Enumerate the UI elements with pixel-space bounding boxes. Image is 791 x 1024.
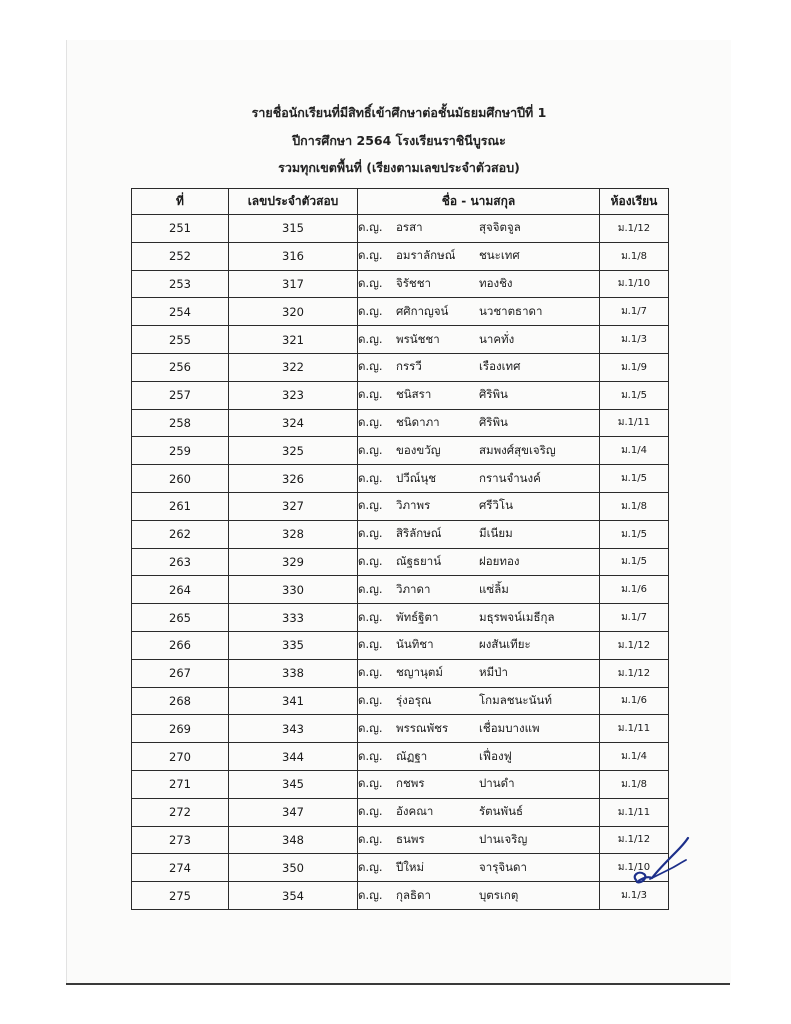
- first-name: อมราลักษณ์: [396, 248, 456, 263]
- first-name: วิภาพร: [396, 498, 431, 513]
- page-bottom-edge: [66, 983, 730, 985]
- table-row: [132, 659, 669, 687]
- name-prefix: ด.ญ.: [358, 470, 383, 485]
- row-full-name: [358, 326, 600, 354]
- row-number: 263: [132, 548, 229, 576]
- row-full-name: [358, 687, 600, 715]
- table-row: [132, 798, 669, 826]
- row-classroom: ม.1/7: [600, 604, 669, 632]
- document-subtitle-scope: รวมทุกเขตพื้นที่ (เรียงตามเลขประจำตัวสอบ): [278, 160, 520, 175]
- row-number: 261: [132, 492, 229, 520]
- first-name: ณัฏฐา: [396, 748, 428, 763]
- row-number: 269: [132, 715, 229, 743]
- table-row: [132, 270, 669, 298]
- row-full-name: [358, 242, 600, 270]
- row-classroom: ม.1/12: [600, 631, 669, 659]
- row-exam-id: 330: [229, 576, 358, 604]
- name-prefix: ด.ญ.: [358, 248, 383, 263]
- row-exam-id: 324: [229, 409, 358, 437]
- row-full-name: [358, 715, 600, 743]
- last-name: บุตรเกตุ: [479, 887, 519, 902]
- row-number: 252: [132, 242, 229, 270]
- row-number: 255: [132, 326, 229, 354]
- first-name: พัทธ์ฐิตา: [396, 609, 439, 624]
- row-exam-id: 317: [229, 270, 358, 298]
- last-name: มีเนียม: [479, 526, 513, 541]
- row-classroom: ม.1/12: [600, 826, 669, 854]
- row-full-name: [358, 770, 600, 798]
- last-name: สุจจิตจูล: [479, 220, 521, 235]
- first-name: ชนิดาภา: [396, 414, 440, 429]
- last-name: ผงสันเทียะ: [479, 637, 531, 652]
- row-classroom: ม.1/3: [600, 882, 669, 910]
- first-name: ณัฐธยาน์: [396, 553, 442, 568]
- first-name: รุ่งอรุณ: [396, 692, 432, 707]
- name-prefix: ด.ญ.: [358, 692, 383, 707]
- last-name: แซ่ลิ้ม: [479, 581, 509, 596]
- name-prefix: ด.ญ.: [358, 387, 383, 402]
- header-classroom: ห้องเรียน: [600, 189, 669, 215]
- name-prefix: ด.ญ.: [358, 804, 383, 819]
- row-full-name: [358, 215, 600, 243]
- name-prefix: ด.ญ.: [358, 414, 383, 429]
- name-prefix: ด.ญ.: [358, 776, 383, 791]
- last-name: ศรีวิโน: [479, 498, 513, 513]
- name-prefix: ด.ญ.: [358, 859, 383, 874]
- row-classroom: ม.1/10: [600, 854, 669, 882]
- table-row: [132, 409, 669, 437]
- row-full-name: [358, 548, 600, 576]
- last-name: โกมลชนะนันท์: [479, 692, 552, 707]
- first-name: ของขวัญ: [396, 442, 441, 457]
- row-exam-id: 347: [229, 798, 358, 826]
- table-row: [132, 715, 669, 743]
- name-prefix: ด.ญ.: [358, 720, 383, 735]
- row-exam-id: 341: [229, 687, 358, 715]
- row-full-name: [358, 798, 600, 826]
- table-row: [132, 576, 669, 604]
- name-prefix: ด.ญ.: [358, 442, 383, 457]
- name-prefix: ด.ญ.: [358, 609, 383, 624]
- name-prefix: ด.ญ.: [358, 359, 383, 374]
- last-name: ศิริพิน: [479, 414, 508, 429]
- row-classroom: ม.1/11: [600, 715, 669, 743]
- first-name: อังคณา: [396, 804, 434, 819]
- row-exam-id: 327: [229, 492, 358, 520]
- table-row: [132, 520, 669, 548]
- student-roster-table: [131, 188, 669, 910]
- name-prefix: ด.ญ.: [358, 220, 383, 235]
- row-number: 260: [132, 465, 229, 493]
- table-row: [132, 215, 669, 243]
- row-full-name: [358, 465, 600, 493]
- row-full-name: [358, 298, 600, 326]
- last-name: ปานดำ: [479, 776, 515, 791]
- row-full-name: [358, 437, 600, 465]
- row-exam-id: 333: [229, 604, 358, 632]
- name-prefix: ด.ญ.: [358, 331, 383, 346]
- first-name: พรนัชชา: [396, 331, 440, 346]
- row-number: 267: [132, 659, 229, 687]
- row-classroom: ม.1/4: [600, 743, 669, 771]
- header-exam-id: เลขประจำตัวสอบ: [229, 189, 358, 215]
- row-number: 258: [132, 409, 229, 437]
- row-number: 266: [132, 631, 229, 659]
- last-name: นาคทั่ง: [479, 331, 515, 346]
- first-name: ปีใหม่: [396, 859, 425, 874]
- table-row: [132, 826, 669, 854]
- first-name: สิริลักษณ์: [396, 526, 442, 541]
- name-prefix: ด.ญ.: [358, 526, 383, 541]
- first-name: กรรวี: [396, 359, 422, 374]
- row-number: 259: [132, 437, 229, 465]
- row-full-name: [358, 381, 600, 409]
- first-name: กุลธิดา: [396, 887, 431, 902]
- table-row: [132, 631, 669, 659]
- row-number: 257: [132, 381, 229, 409]
- row-number: 256: [132, 353, 229, 381]
- row-full-name: [358, 409, 600, 437]
- header-full-name: ชื่อ - นามสกุล: [358, 189, 600, 215]
- row-number: 274: [132, 854, 229, 882]
- row-full-name: [358, 270, 600, 298]
- name-prefix: ด.ญ.: [358, 581, 383, 596]
- row-exam-id: 338: [229, 659, 358, 687]
- name-prefix: ด.ญ.: [358, 637, 383, 652]
- first-name: กชพร: [396, 776, 425, 791]
- name-prefix: ด.ญ.: [358, 275, 383, 290]
- row-classroom: ม.1/8: [600, 492, 669, 520]
- row-number: 275: [132, 882, 229, 910]
- last-name: เรืองเทศ: [479, 359, 521, 374]
- last-name: ชนะเทศ: [479, 248, 520, 263]
- row-number: 253: [132, 270, 229, 298]
- document-subtitle-year-school: ปีการศึกษา 2564 โรงเรียนราชินีบูรณะ: [292, 133, 506, 148]
- first-name: พรรณพัชร: [396, 720, 449, 735]
- last-name: สมพงศ์สุขเจริญ: [479, 442, 556, 457]
- row-classroom: ม.1/8: [600, 242, 669, 270]
- row-exam-id: 323: [229, 381, 358, 409]
- first-name: นันทิชา: [396, 637, 434, 652]
- table-row: [132, 353, 669, 381]
- row-classroom: ม.1/5: [600, 548, 669, 576]
- first-name: ชนิสรา: [396, 387, 432, 402]
- row-number: 254: [132, 298, 229, 326]
- row-exam-id: 345: [229, 770, 358, 798]
- row-classroom: ม.1/11: [600, 409, 669, 437]
- table-row: [132, 604, 669, 632]
- row-exam-id: 344: [229, 743, 358, 771]
- row-number: 272: [132, 798, 229, 826]
- row-classroom: ม.1/6: [600, 576, 669, 604]
- row-exam-id: 350: [229, 854, 358, 882]
- row-exam-id: 328: [229, 520, 358, 548]
- row-exam-id: 315: [229, 215, 358, 243]
- last-name: นวชาตธาดา: [479, 303, 543, 318]
- row-full-name: [358, 826, 600, 854]
- document-title: รายชื่อนักเรียนที่มีสิทธิ์เข้าศึกษาต่อชั้นมัธยมศึกษาปีที่ 1: [251, 105, 547, 120]
- first-name: ปวีณ์นุช: [396, 470, 437, 485]
- row-full-name: [358, 576, 600, 604]
- table-row: [132, 770, 669, 798]
- row-classroom: ม.1/6: [600, 687, 669, 715]
- table-body: [132, 215, 669, 910]
- row-classroom: ม.1/3: [600, 326, 669, 354]
- table-row: [132, 882, 669, 910]
- table-row: [132, 492, 669, 520]
- row-number: 264: [132, 576, 229, 604]
- row-full-name: [358, 854, 600, 882]
- row-classroom: ม.1/9: [600, 353, 669, 381]
- row-exam-id: 326: [229, 465, 358, 493]
- table-row: [132, 381, 669, 409]
- first-name: ธนพร: [396, 831, 425, 846]
- row-classroom: ม.1/8: [600, 770, 669, 798]
- first-name: ศศิกาญจน์: [396, 303, 449, 318]
- row-full-name: [358, 631, 600, 659]
- row-full-name: [358, 659, 600, 687]
- row-exam-id: 322: [229, 353, 358, 381]
- name-prefix: ด.ญ.: [358, 887, 383, 902]
- row-number: 268: [132, 687, 229, 715]
- row-classroom: ม.1/5: [600, 520, 669, 548]
- last-name: เชื่อมบางแพ: [479, 720, 540, 735]
- row-full-name: [358, 353, 600, 381]
- table-row: [132, 242, 669, 270]
- row-exam-id: 325: [229, 437, 358, 465]
- last-name: มธุรพจน์เมธีกุล: [479, 609, 555, 624]
- last-name: ฝอยทอง: [479, 553, 520, 568]
- table-row: [132, 743, 669, 771]
- row-number: 262: [132, 520, 229, 548]
- table-row: [132, 854, 669, 882]
- table-row: [132, 326, 669, 354]
- name-prefix: ด.ญ.: [358, 553, 383, 568]
- row-number: 271: [132, 770, 229, 798]
- table-row: [132, 465, 669, 493]
- row-full-name: [358, 743, 600, 771]
- row-exam-id: 320: [229, 298, 358, 326]
- row-full-name: [358, 520, 600, 548]
- row-classroom: ม.1/12: [600, 215, 669, 243]
- last-name: เฟื่องฟู: [479, 748, 512, 763]
- row-exam-id: 335: [229, 631, 358, 659]
- last-name: กรานจำนงค์: [479, 470, 541, 485]
- table-header-row: [132, 189, 669, 215]
- row-number: 273: [132, 826, 229, 854]
- row-number: 270: [132, 743, 229, 771]
- row-exam-id: 343: [229, 715, 358, 743]
- row-number: 265: [132, 604, 229, 632]
- handwritten-signature: [628, 832, 698, 892]
- table-row: [132, 687, 669, 715]
- name-prefix: ด.ญ.: [358, 748, 383, 763]
- row-exam-id: 321: [229, 326, 358, 354]
- table-row: [132, 298, 669, 326]
- row-exam-id: 348: [229, 826, 358, 854]
- last-name: ศิริพิน: [479, 387, 508, 402]
- header-number: ที่: [132, 189, 229, 215]
- first-name: ชญานุตม์: [396, 665, 443, 680]
- last-name: ทองชิง: [479, 275, 513, 290]
- last-name: จารุจินดา: [479, 859, 527, 874]
- name-prefix: ด.ญ.: [358, 303, 383, 318]
- first-name: อรสา: [396, 220, 423, 235]
- name-prefix: ด.ญ.: [358, 831, 383, 846]
- row-classroom: ม.1/5: [600, 381, 669, 409]
- first-name: วิภาดา: [396, 581, 431, 596]
- row-classroom: ม.1/5: [600, 465, 669, 493]
- first-name: จิรัชชา: [396, 275, 431, 290]
- last-name: รัตนพันธ์: [479, 804, 523, 819]
- last-name: ปานเจริญ: [479, 831, 528, 846]
- row-exam-id: 316: [229, 242, 358, 270]
- row-classroom: ม.1/10: [600, 270, 669, 298]
- name-prefix: ด.ญ.: [358, 665, 383, 680]
- row-classroom: ม.1/12: [600, 659, 669, 687]
- row-full-name: [358, 492, 600, 520]
- row-full-name: [358, 604, 600, 632]
- name-prefix: ด.ญ.: [358, 498, 383, 513]
- row-classroom: ม.1/4: [600, 437, 669, 465]
- row-number: 251: [132, 215, 229, 243]
- table-row: [132, 548, 669, 576]
- row-classroom: ม.1/11: [600, 798, 669, 826]
- row-classroom: ม.1/7: [600, 298, 669, 326]
- table-row: [132, 437, 669, 465]
- last-name: หมีป่า: [479, 665, 508, 680]
- row-exam-id: 329: [229, 548, 358, 576]
- row-full-name: [358, 882, 600, 910]
- row-exam-id: 354: [229, 882, 358, 910]
